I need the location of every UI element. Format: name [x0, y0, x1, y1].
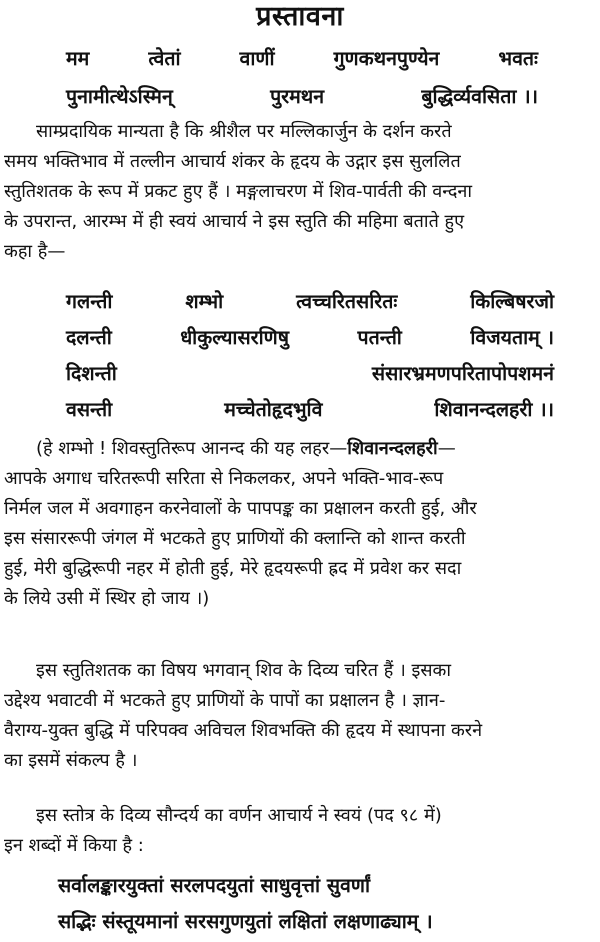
- paragraph-line: [4, 434, 596, 464]
- paragraph-line: हुई, मेरी बुद्धिरूपी नहर में होती हुई, मेरे हृदयरूपी ह्रद में प्रवेश कर सदा: [4, 558, 462, 579]
- highlighted-term: शिवानन्दलहरी: [347, 438, 438, 459]
- verse-word: शिवानन्दलहरी ।।: [434, 398, 554, 421]
- verse-word: दिशन्ती: [66, 362, 117, 385]
- paragraph-line: समय भक्तिभाव में तल्लीन आचार्य शंकर के हृदय के उद्गार इस सुललित: [4, 151, 461, 172]
- paragraph-line: इस संसाररूपी जंगल में भटकते हुए प्राणियों की क्लान्ति को शान्त करती: [4, 528, 466, 549]
- verse-word: विजयताम् ।: [470, 326, 554, 349]
- shivananda-verse: [66, 284, 554, 428]
- verse-word: त्वच्चरितसरितः: [296, 290, 398, 313]
- paragraph-line: आपके अगाध चरितरूपी सरिता से निकलकर, अपने भक्ति-भाव-रूप: [4, 468, 444, 489]
- verse-word: गुणकथनपुण्येन: [333, 47, 440, 70]
- paragraph-intro: [4, 117, 596, 267]
- paragraph-line: इस स्तुतिशतक का विषय भगवान् शिव के दिव्य चरित हैं । इसका: [36, 660, 452, 681]
- verse-line: [66, 392, 554, 428]
- verse-word: मम: [66, 47, 90, 70]
- verse-line: [66, 356, 554, 392]
- paragraph-line: स्तुतिशतक के रूप में प्रकट हुए हैं । मङ्गलाचरण में शिव-पार्वती की वन्दना: [4, 181, 473, 202]
- verse-word: वसन्ती: [66, 398, 113, 421]
- verse-line: [66, 320, 554, 356]
- opening-verse: [66, 40, 538, 116]
- paragraph-line: निर्मल जल में अवगाहन करनेवालों के पापपङ्क का प्रक्षालन करती हुई, और: [4, 498, 477, 519]
- verse-word: पतन्ती: [357, 326, 402, 349]
- verse-word: पुनामीत्थेऽस्मिन्: [66, 85, 173, 108]
- verse-line: सद्भिः संस्तूयमानां सरसगुणयुतां लक्षितां लक्षणाढ्याम् ।: [58, 910, 433, 933]
- paragraph-line: इन शब्दों में किया है :: [4, 835, 144, 856]
- page-title: प्रस्तावना: [256, 1, 344, 32]
- verse-word: गलन्ती: [66, 290, 113, 313]
- verse-word: बुद्धिर्व्यवसिता ।।: [421, 85, 538, 108]
- verse-word: भवतः: [498, 47, 538, 70]
- paragraph-subject: [4, 656, 596, 776]
- verse-word: शम्भो: [185, 290, 224, 313]
- paragraph-translation: [4, 434, 596, 614]
- paragraph-beauty: [4, 801, 596, 861]
- translation-prefix: (हे शम्भो ! शिवस्तुतिरूप आनन्द की यह लहर—: [36, 438, 348, 459]
- paragraph-line: इस स्तोत्र के दिव्य सौन्दर्य का वर्णन आचार्य ने स्वयं (पद ९८ में): [36, 805, 442, 826]
- verse-line: सर्वालङ्कारयुक्तां सरलपदयुतां साधुवृत्तां सुवर्णां: [58, 874, 371, 897]
- verse-line: [66, 78, 538, 116]
- paragraph-line: के लिये उसी में स्थिर हो जाय ।): [4, 588, 210, 609]
- verse-word: त्वेतां: [148, 47, 181, 70]
- verse-line: [66, 284, 554, 320]
- paragraph-line: के उपरान्त, आरम्भ में ही स्वयं आचार्य ने इस स्तुति की महिमा बताते हुए: [4, 211, 465, 232]
- verse-word: पुरमथन: [270, 85, 325, 108]
- paragraph-line: का इसमें संकल्प है ।: [4, 750, 138, 771]
- verse-word: संसारभ्रमणपरितापोपशमनं: [371, 362, 554, 385]
- verse-line: [66, 40, 538, 78]
- verse-word: धीकुल्यासरणिषु: [180, 326, 290, 349]
- verse-word: दलन्ती: [66, 326, 112, 349]
- closing-verse: [58, 868, 558, 940]
- verse-word: वाणीं: [239, 47, 275, 70]
- paragraph-line: कहा है—: [4, 241, 66, 262]
- verse-word: मच्चेतोहृदभुवि: [224, 398, 323, 421]
- paragraph-line: उद्देश्य भवाटवी में भटकते हुए प्राणियों के पापों का प्रक्षालन है । ज्ञान-: [4, 690, 446, 711]
- translation-dash: —: [437, 438, 456, 459]
- paragraph-line: वैराग्य-युक्त बुद्धि में परिपक्व अविचल शिवभक्ति की हृदय में स्थापना करने: [4, 720, 483, 741]
- paragraph-line: साम्प्रदायिक मान्यता है कि श्रीशैल पर मल्लिकार्जुन के दर्शन करते: [36, 121, 452, 142]
- verse-word: किल्बिषरजो: [470, 290, 554, 313]
